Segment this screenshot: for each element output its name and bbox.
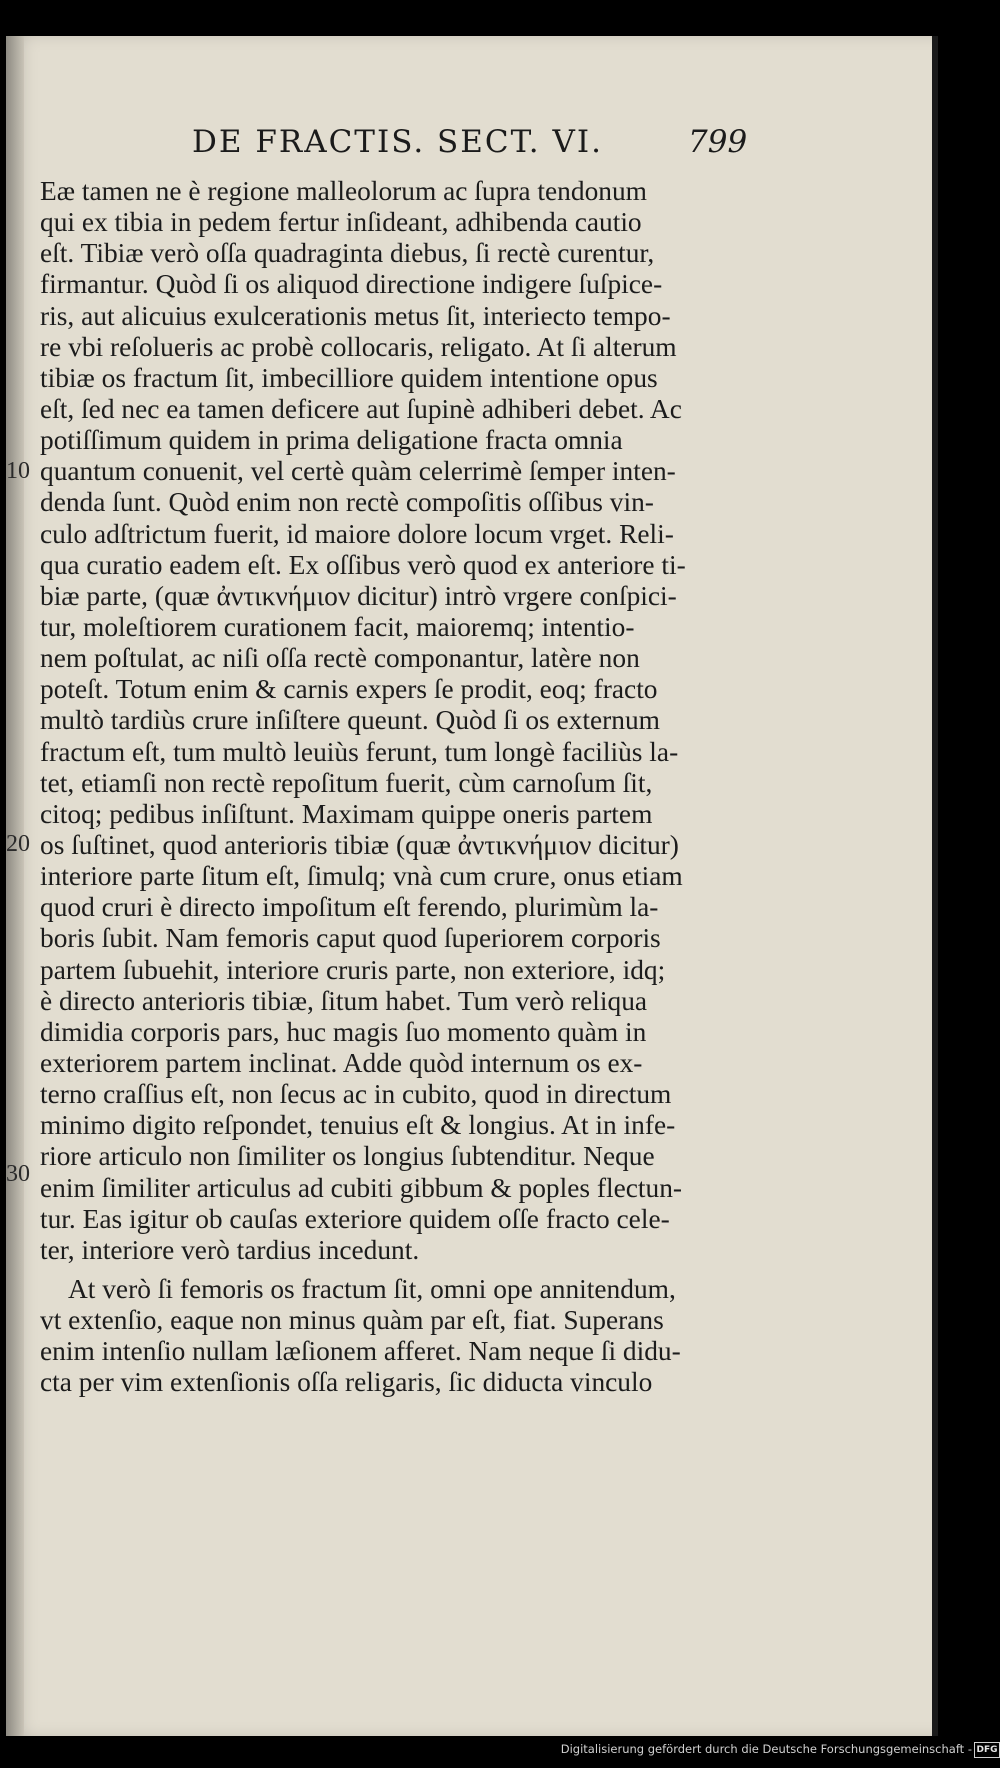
book-page: [6, 36, 938, 1736]
text-line: quantum conuenit, vel certè quàm celerrimè ſemper inten-: [40, 456, 676, 487]
text-line: culo adſtrictum fuerit, id maiore dolore locum vrget. Reli-: [40, 518, 674, 549]
margin-line-number-10: 10: [6, 458, 30, 484]
text-line: exteriorem partem inclinat. Adde quòd internum os ex-: [40, 1047, 643, 1078]
text-line: riore articulo non ſimiliter os longius ſubtenditur. Neque: [40, 1141, 655, 1172]
text-line: Eæ tamen ne è regione malleolorum ac ſupra tendonum: [40, 176, 647, 206]
text-line: boris ſubit. Nam femoris caput quod ſuperiorem corporis: [40, 923, 661, 954]
text-line: biæ parte, (quæ ἀντικνήμιον dicitur) intrò vrgere conſpici-: [40, 580, 677, 611]
digitization-footer: [0, 1740, 1000, 1762]
text-line: enim intenſio nullam læſionem afferet. Nam neque ſi didu-: [40, 1336, 681, 1367]
dfg-credit-text: Digitalisierung gefördert durch die Deutsche Forschungsgemeinschaft -: [560, 1742, 972, 1756]
text-line: tur. Eas igitur ob cauſas exteriore quidem oſſe fracto cele-: [40, 1203, 670, 1234]
text-line: dimidia corporis pars, huc magis ſuo momento quàm in: [40, 1016, 647, 1047]
page-gutter-shadow: [6, 36, 24, 1736]
text-line: partem ſubuehit, interiore cruris parte, non exteriore, idq;: [40, 954, 666, 985]
text-line: ris, aut alicuius exulcerationis metus ſit, interiecto tempo-: [40, 300, 671, 331]
text-line: fractum eſt, tum multò leuiùs ferunt, tum longè faciliùs la-: [40, 736, 679, 767]
text-line: cta per vim extenſionis oſſa religaris, ſic diducta vinculo: [40, 1367, 653, 1398]
text-line: At verò ſi femoris os fractum ſit, omni ope annitendum,: [68, 1273, 676, 1304]
running-head: DE FRACTIS. SECT. VI.: [192, 124, 603, 160]
text-line: firmantur. Quòd ſi os aliquod directione indigere ſuſpice-: [40, 269, 663, 300]
text-line: os ſuſtinet, quod anterioris tibiæ (quæ ἀντικνήμιον dicitur): [40, 829, 679, 860]
text-line: quod cruri è directo impoſitum eſt ferendo, plurimùm la-: [40, 892, 659, 923]
text-line: eſt. Tibiæ verò oſſa quadraginta diebus, ſi rectè curentur,: [40, 238, 655, 269]
text-line: terno craſſius eſt, non ſecus ac in cubito, quod in directum: [40, 1079, 672, 1110]
text-line: enim ſimiliter articulus ad cubiti gibbum & poples flectun-: [40, 1172, 683, 1203]
text-line: tur, moleſtiorem curationem facit, maioremq; intentio-: [40, 611, 635, 642]
text-line: tet, etiamſi non rectè repoſitum fuerit, cùm carnoſum ſit,: [40, 767, 653, 798]
margin-line-number-30: 30: [6, 1161, 30, 1187]
margin-line-number-20: 20: [6, 831, 30, 857]
text-line: è directo anterioris tibiæ, ſitum habet. Tum verò reliqua: [40, 985, 648, 1016]
page-number: 799: [688, 124, 748, 160]
text-line: citoq; pedibus inſiſtunt. Maximam quippe oneris partem: [40, 798, 653, 829]
text-line: qua curatio eadem eſt. Ex oſſibus verò quod ex anteriore ti-: [40, 549, 686, 580]
text-line: eſt, ſed nec ea tamen deficere aut ſupinè adhiberi debet. Ac: [40, 393, 682, 424]
dfg-logo-icon: DFG: [974, 1742, 1000, 1758]
text-line: multò tardiùs crure inſiſtere queunt. Quòd ſi os externum: [40, 705, 660, 736]
text-line: minimo digito reſpondet, tenuius eſt & longius. At in infe-: [40, 1110, 676, 1141]
paragraph-gap: [40, 1266, 760, 1274]
text-line: ter, interiore verò tardius incedunt.: [40, 1234, 420, 1265]
text-line: denda ſunt. Quòd enim non rectè compoſitis oſſibus vin-: [40, 487, 654, 518]
text-line: potiſſimum quidem in prima deligatione fracta omnia: [40, 425, 623, 456]
text-line: re vbi reſolueris ac probè collocaris, religato. At ſi alterum: [40, 331, 677, 362]
text-line: qui ex tibia in pedem fertur inſideant, adhibenda cautio: [40, 207, 642, 238]
text-line: interiore parte ſitum eſt, ſimulq; vnà cum crure, onus etiam: [40, 861, 683, 892]
text-line: tibiæ os fractum ſit, imbecilliore quidem intentione opus: [40, 362, 658, 393]
text-line: vt extenſio, eaque non minus quàm par eſt, fiat. Superans: [40, 1305, 664, 1336]
text-line: nem poſtulat, ac niſi oſſa rectè componantur, latère non: [40, 643, 640, 674]
text-line: poteſt. Totum enim & carnis expers ſe prodit, eoq; fracto: [40, 674, 658, 705]
body-text: [40, 176, 760, 1398]
